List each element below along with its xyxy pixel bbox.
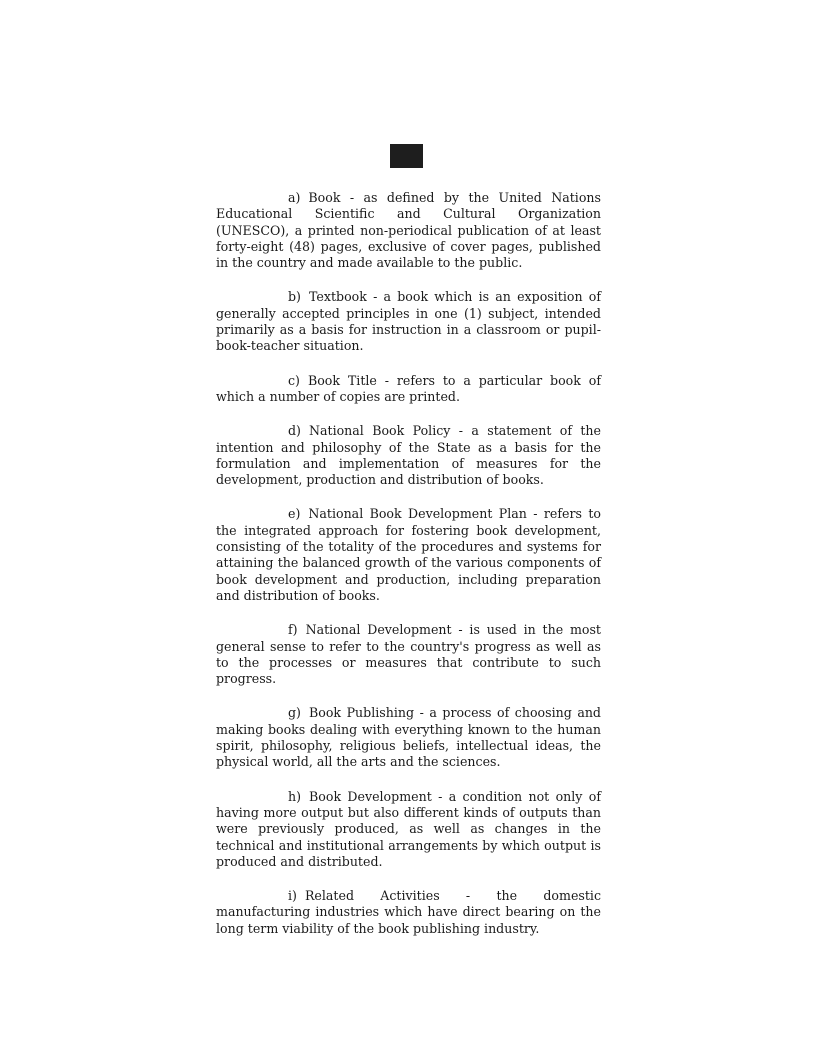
definition-item bbox=[216, 622, 601, 687]
definition-letter: e) bbox=[288, 506, 301, 522]
definitions-list bbox=[216, 190, 601, 955]
definition-letter: a) bbox=[288, 190, 301, 205]
definition-item bbox=[216, 289, 601, 354]
definition-letter: c) bbox=[288, 372, 300, 388]
definition-item bbox=[216, 506, 601, 604]
definition-item bbox=[216, 190, 601, 271]
definition-text: National Book Policy - a statement of the intention and philosophy of the State as a basis for the formulation and implementation of measures for the development, production and distribution of books. bbox=[216, 423, 601, 488]
definition-item bbox=[216, 705, 601, 770]
definition-letter: i) bbox=[288, 888, 297, 904]
definition-item bbox=[216, 789, 601, 870]
definition-item bbox=[216, 423, 601, 488]
definition-text: National Book Development Plan - refers to the integrated approach for fostering book development, consisting of the totality of the procedures and systems for attaining the balanced growth of the various components of book development and production, including preparation and distribution of books. bbox=[216, 506, 601, 603]
definition-item bbox=[216, 373, 601, 406]
definition-text: Related Activities - the domestic manufacturing industries which have direct bearing on the long term viability of the book publishing industry. bbox=[216, 888, 601, 936]
definition-text: Book Publishing - a process of choosing and making books dealing with everything known to the human spirit, philosophy, religious beliefs, intellectual ideas, the physical world, all the arts and the sciences. bbox=[216, 705, 601, 770]
definition-text: Book Development - a condition not only of having more output but also different kinds of outputs than were previously produced, as well as changes in the technical and institutional arrangements by which output is produced and distributed. bbox=[216, 788, 601, 869]
definition-text: National Development - is used in the most general sense to refer to the country's progress as well as to the processes or measures that contribute to such progress. bbox=[216, 622, 601, 687]
definition-letter: h) bbox=[288, 788, 302, 804]
definition-letter: f) bbox=[288, 622, 298, 638]
definition-text: Book Title - refers to a particular book of which a number of copies are printed. bbox=[216, 372, 601, 404]
definition-letter: b) bbox=[288, 289, 301, 305]
definition-letter: g) bbox=[288, 705, 301, 721]
definition-text: Book - as defined by the United Nations Educational Scientific and Cultural Organization (UNESCO), a printed non-periodical publication of at least forty-eight (48) pages, exclusive of cover pages, published in the country and made available to the public. bbox=[216, 190, 601, 271]
page-number-block bbox=[390, 144, 423, 168]
definition-letter: d) bbox=[288, 423, 301, 439]
definition-item bbox=[216, 888, 601, 937]
definition-text: Textbook - a book which is an exposition of generally accepted principles in one (1) subject, intended primarily as a basis for instruction in a classroom or pupil-book-teacher situation. bbox=[216, 289, 601, 354]
